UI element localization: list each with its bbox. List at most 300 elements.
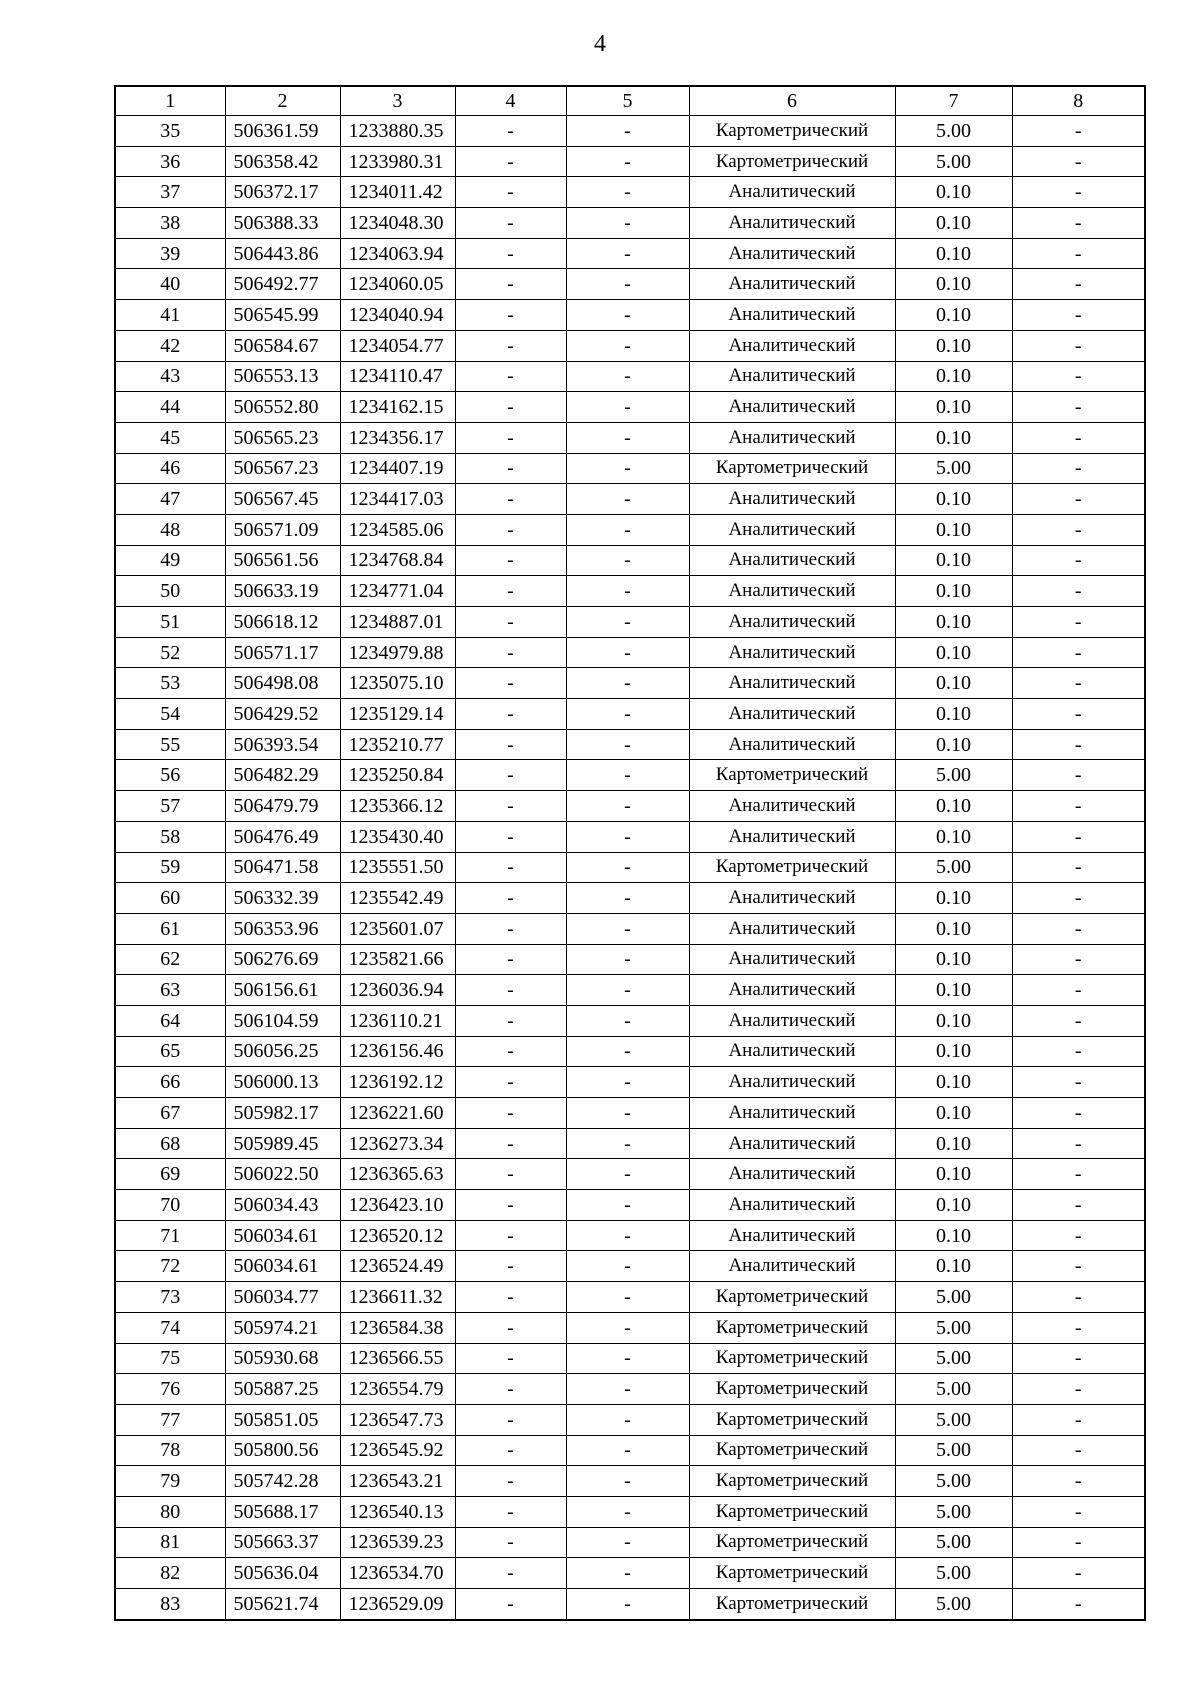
column-8-cell: -	[1012, 975, 1145, 1006]
y-coordinate-cell: 1236036.94	[340, 975, 455, 1006]
column-5-cell: -	[566, 607, 689, 638]
table-row	[115, 1128, 1145, 1159]
column-8-cell: -	[1012, 1589, 1145, 1620]
y-coordinate-cell: 1234048.30	[340, 208, 455, 239]
point-number-cell: 54	[115, 699, 225, 730]
x-coordinate-cell: 506022.50	[225, 1159, 340, 1190]
column-5-cell: -	[566, 668, 689, 699]
column-5-cell: -	[566, 944, 689, 975]
method-cell: Аналитический	[689, 1036, 895, 1067]
column-8-cell: -	[1012, 1128, 1145, 1159]
x-coordinate-cell: 506567.45	[225, 484, 340, 515]
table-row	[115, 1067, 1145, 1098]
y-coordinate-cell: 1233980.31	[340, 146, 455, 177]
column-4-cell: -	[455, 913, 566, 944]
y-coordinate-cell: 1235601.07	[340, 913, 455, 944]
method-cell: Аналитический	[689, 300, 895, 331]
column-4-cell: -	[455, 1343, 566, 1374]
method-cell: Картометрический	[689, 1435, 895, 1466]
column-5-cell: -	[566, 177, 689, 208]
table-row	[115, 1527, 1145, 1558]
accuracy-cell: 5.00	[895, 852, 1012, 883]
column-8-cell: -	[1012, 760, 1145, 791]
accuracy-cell: 0.10	[895, 637, 1012, 668]
x-coordinate-cell: 506482.29	[225, 760, 340, 791]
column-5-cell: -	[566, 1496, 689, 1527]
column-8-cell: -	[1012, 883, 1145, 914]
point-number-cell: 47	[115, 484, 225, 515]
method-cell: Аналитический	[689, 607, 895, 638]
column-8-cell: -	[1012, 699, 1145, 730]
table-body	[115, 116, 1145, 1620]
header-cell-5: 5	[566, 86, 689, 116]
y-coordinate-cell: 1236273.34	[340, 1128, 455, 1159]
column-4-cell: -	[455, 975, 566, 1006]
column-8-cell: -	[1012, 1404, 1145, 1435]
y-coordinate-cell: 1235129.14	[340, 699, 455, 730]
column-5-cell: -	[566, 1466, 689, 1497]
column-5-cell: -	[566, 545, 689, 576]
column-5-cell: -	[566, 1159, 689, 1190]
column-4-cell: -	[455, 1067, 566, 1098]
column-5-cell: -	[566, 146, 689, 177]
table-row	[115, 1343, 1145, 1374]
x-coordinate-cell: 506353.96	[225, 913, 340, 944]
column-4-cell: -	[455, 637, 566, 668]
column-5-cell: -	[566, 1343, 689, 1374]
table-header	[115, 86, 1145, 116]
column-5-cell: -	[566, 637, 689, 668]
column-4-cell: -	[455, 821, 566, 852]
column-8-cell: -	[1012, 729, 1145, 760]
accuracy-cell: 0.10	[895, 791, 1012, 822]
method-cell: Аналитический	[689, 1190, 895, 1221]
x-coordinate-cell: 506056.25	[225, 1036, 340, 1067]
column-8-cell: -	[1012, 208, 1145, 239]
table-row	[115, 1005, 1145, 1036]
column-4-cell: -	[455, 1220, 566, 1251]
table-row	[115, 545, 1145, 576]
column-8-cell: -	[1012, 1098, 1145, 1129]
table-row	[115, 760, 1145, 791]
point-number-cell: 61	[115, 913, 225, 944]
method-cell: Картометрический	[689, 453, 895, 484]
accuracy-cell: 5.00	[895, 116, 1012, 147]
y-coordinate-cell: 1234063.94	[340, 238, 455, 269]
column-5-cell: -	[566, 238, 689, 269]
method-cell: Аналитический	[689, 668, 895, 699]
accuracy-cell: 5.00	[895, 453, 1012, 484]
accuracy-cell: 5.00	[895, 1343, 1012, 1374]
accuracy-cell: 5.00	[895, 1496, 1012, 1527]
column-8-cell: -	[1012, 1067, 1145, 1098]
accuracy-cell: 0.10	[895, 514, 1012, 545]
method-cell: Картометрический	[689, 1496, 895, 1527]
column-5-cell: -	[566, 514, 689, 545]
accuracy-cell: 0.10	[895, 1128, 1012, 1159]
accuracy-cell: 0.10	[895, 913, 1012, 944]
x-coordinate-cell: 506358.42	[225, 146, 340, 177]
accuracy-cell: 0.10	[895, 576, 1012, 607]
accuracy-cell: 0.10	[895, 729, 1012, 760]
method-cell: Аналитический	[689, 699, 895, 730]
table-row	[115, 146, 1145, 177]
accuracy-cell: 0.10	[895, 484, 1012, 515]
y-coordinate-cell: 1235821.66	[340, 944, 455, 975]
x-coordinate-cell: 506104.59	[225, 1005, 340, 1036]
table-row	[115, 1190, 1145, 1221]
point-number-cell: 38	[115, 208, 225, 239]
x-coordinate-cell: 505982.17	[225, 1098, 340, 1129]
column-4-cell: -	[455, 1435, 566, 1466]
column-4-cell: -	[455, 1159, 566, 1190]
column-4-cell: -	[455, 514, 566, 545]
accuracy-cell: 5.00	[895, 1466, 1012, 1497]
y-coordinate-cell: 1236534.70	[340, 1558, 455, 1589]
table-row	[115, 1435, 1145, 1466]
y-coordinate-cell: 1235075.10	[340, 668, 455, 699]
column-8-cell: -	[1012, 576, 1145, 607]
accuracy-cell: 0.10	[895, 607, 1012, 638]
table-row	[115, 453, 1145, 484]
column-4-cell: -	[455, 1404, 566, 1435]
point-number-cell: 36	[115, 146, 225, 177]
method-cell: Картометрический	[689, 1558, 895, 1589]
table-row	[115, 791, 1145, 822]
y-coordinate-cell: 1236110.21	[340, 1005, 455, 1036]
point-number-cell: 51	[115, 607, 225, 638]
column-4-cell: -	[455, 729, 566, 760]
accuracy-cell: 5.00	[895, 1312, 1012, 1343]
column-8-cell: -	[1012, 484, 1145, 515]
method-cell: Аналитический	[689, 1220, 895, 1251]
column-8-cell: -	[1012, 177, 1145, 208]
table-row	[115, 1098, 1145, 1129]
method-cell: Аналитический	[689, 1251, 895, 1282]
x-coordinate-cell: 506000.13	[225, 1067, 340, 1098]
point-number-cell: 58	[115, 821, 225, 852]
accuracy-cell: 0.10	[895, 177, 1012, 208]
column-4-cell: -	[455, 760, 566, 791]
point-number-cell: 53	[115, 668, 225, 699]
point-number-cell: 82	[115, 1558, 225, 1589]
table-row	[115, 729, 1145, 760]
column-5-cell: -	[566, 1067, 689, 1098]
y-coordinate-cell: 1234356.17	[340, 422, 455, 453]
x-coordinate-cell: 506034.43	[225, 1190, 340, 1221]
column-8-cell: -	[1012, 238, 1145, 269]
accuracy-cell: 0.10	[895, 208, 1012, 239]
column-5-cell: -	[566, 361, 689, 392]
point-number-cell: 71	[115, 1220, 225, 1251]
column-4-cell: -	[455, 944, 566, 975]
point-number-cell: 77	[115, 1404, 225, 1435]
header-row	[115, 86, 1145, 116]
column-8-cell: -	[1012, 1159, 1145, 1190]
table-row	[115, 330, 1145, 361]
table-row	[115, 116, 1145, 147]
column-5-cell: -	[566, 883, 689, 914]
column-5-cell: -	[566, 1435, 689, 1466]
column-5-cell: -	[566, 1005, 689, 1036]
coordinates-table	[114, 85, 1146, 1621]
x-coordinate-cell: 506276.69	[225, 944, 340, 975]
method-cell: Картометрический	[689, 1527, 895, 1558]
column-4-cell: -	[455, 300, 566, 331]
column-8-cell: -	[1012, 1466, 1145, 1497]
accuracy-cell: 0.10	[895, 1005, 1012, 1036]
column-5-cell: -	[566, 760, 689, 791]
column-8-cell: -	[1012, 361, 1145, 392]
table-row	[115, 607, 1145, 638]
x-coordinate-cell: 506584.67	[225, 330, 340, 361]
point-number-cell: 78	[115, 1435, 225, 1466]
column-4-cell: -	[455, 1036, 566, 1067]
table-row	[115, 177, 1145, 208]
y-coordinate-cell: 1235542.49	[340, 883, 455, 914]
point-number-cell: 40	[115, 269, 225, 300]
table-row	[115, 208, 1145, 239]
table-row	[115, 269, 1145, 300]
y-coordinate-cell: 1235430.40	[340, 821, 455, 852]
method-cell: Аналитический	[689, 361, 895, 392]
accuracy-cell: 0.10	[895, 1067, 1012, 1098]
method-cell: Картометрический	[689, 1282, 895, 1313]
method-cell: Аналитический	[689, 729, 895, 760]
point-number-cell: 44	[115, 392, 225, 423]
table-row	[115, 1282, 1145, 1313]
point-number-cell: 70	[115, 1190, 225, 1221]
column-5-cell: -	[566, 791, 689, 822]
column-5-cell: -	[566, 116, 689, 147]
y-coordinate-cell: 1236554.79	[340, 1374, 455, 1405]
accuracy-cell: 0.10	[895, 1190, 1012, 1221]
column-4-cell: -	[455, 146, 566, 177]
accuracy-cell: 0.10	[895, 545, 1012, 576]
y-coordinate-cell: 1236545.92	[340, 1435, 455, 1466]
x-coordinate-cell: 506561.56	[225, 545, 340, 576]
column-5-cell: -	[566, 269, 689, 300]
column-5-cell: -	[566, 852, 689, 883]
column-4-cell: -	[455, 1282, 566, 1313]
method-cell: Аналитический	[689, 422, 895, 453]
y-coordinate-cell: 1236566.55	[340, 1343, 455, 1374]
point-number-cell: 75	[115, 1343, 225, 1374]
column-4-cell: -	[455, 238, 566, 269]
column-4-cell: -	[455, 1312, 566, 1343]
column-8-cell: -	[1012, 1374, 1145, 1405]
column-8-cell: -	[1012, 1251, 1145, 1282]
column-8-cell: -	[1012, 514, 1145, 545]
y-coordinate-cell: 1234407.19	[340, 453, 455, 484]
x-coordinate-cell: 506034.61	[225, 1251, 340, 1282]
column-4-cell: -	[455, 177, 566, 208]
column-5-cell: -	[566, 453, 689, 484]
y-coordinate-cell: 1235366.12	[340, 791, 455, 822]
y-coordinate-cell: 1234011.42	[340, 177, 455, 208]
column-5-cell: -	[566, 821, 689, 852]
point-number-cell: 49	[115, 545, 225, 576]
column-5-cell: -	[566, 1558, 689, 1589]
column-8-cell: -	[1012, 1527, 1145, 1558]
method-cell: Картометрический	[689, 1374, 895, 1405]
table-row	[115, 668, 1145, 699]
column-4-cell: -	[455, 883, 566, 914]
column-5-cell: -	[566, 208, 689, 239]
point-number-cell: 76	[115, 1374, 225, 1405]
y-coordinate-cell: 1234979.88	[340, 637, 455, 668]
accuracy-cell: 5.00	[895, 146, 1012, 177]
y-coordinate-cell: 1235210.77	[340, 729, 455, 760]
method-cell: Аналитический	[689, 913, 895, 944]
x-coordinate-cell: 506633.19	[225, 576, 340, 607]
y-coordinate-cell: 1236547.73	[340, 1404, 455, 1435]
column-4-cell: -	[455, 1374, 566, 1405]
y-coordinate-cell: 1236221.60	[340, 1098, 455, 1129]
x-coordinate-cell: 505688.17	[225, 1496, 340, 1527]
column-4-cell: -	[455, 699, 566, 730]
method-cell: Аналитический	[689, 484, 895, 515]
x-coordinate-cell: 506372.17	[225, 177, 340, 208]
accuracy-cell: 5.00	[895, 1527, 1012, 1558]
column-5-cell: -	[566, 729, 689, 760]
column-4-cell: -	[455, 852, 566, 883]
point-number-cell: 60	[115, 883, 225, 914]
y-coordinate-cell: 1234110.47	[340, 361, 455, 392]
point-number-cell: 43	[115, 361, 225, 392]
accuracy-cell: 0.10	[895, 699, 1012, 730]
y-coordinate-cell: 1234417.03	[340, 484, 455, 515]
method-cell: Картометрический	[689, 1343, 895, 1374]
column-8-cell: -	[1012, 146, 1145, 177]
table-row	[115, 1374, 1145, 1405]
point-number-cell: 57	[115, 791, 225, 822]
table-row	[115, 1220, 1145, 1251]
method-cell: Аналитический	[689, 238, 895, 269]
column-4-cell: -	[455, 1098, 566, 1129]
column-5-cell: -	[566, 1098, 689, 1129]
method-cell: Аналитический	[689, 269, 895, 300]
column-8-cell: -	[1012, 545, 1145, 576]
x-coordinate-cell: 505636.04	[225, 1558, 340, 1589]
table-row	[115, 238, 1145, 269]
column-5-cell: -	[566, 1404, 689, 1435]
point-number-cell: 64	[115, 1005, 225, 1036]
y-coordinate-cell: 1234162.15	[340, 392, 455, 423]
table-row	[115, 514, 1145, 545]
header-cell-3: 3	[340, 86, 455, 116]
accuracy-cell: 0.10	[895, 422, 1012, 453]
point-number-cell: 72	[115, 1251, 225, 1282]
y-coordinate-cell: 1234771.04	[340, 576, 455, 607]
table-row	[115, 1251, 1145, 1282]
accuracy-cell: 0.10	[895, 269, 1012, 300]
method-cell: Аналитический	[689, 821, 895, 852]
column-8-cell: -	[1012, 1036, 1145, 1067]
column-4-cell: -	[455, 545, 566, 576]
method-cell: Аналитический	[689, 944, 895, 975]
column-5-cell: -	[566, 1036, 689, 1067]
accuracy-cell: 0.10	[895, 330, 1012, 361]
point-number-cell: 73	[115, 1282, 225, 1313]
column-5-cell: -	[566, 699, 689, 730]
header-cell-1: 1	[115, 86, 225, 116]
x-coordinate-cell: 505930.68	[225, 1343, 340, 1374]
y-coordinate-cell: 1236423.10	[340, 1190, 455, 1221]
column-4-cell: -	[455, 392, 566, 423]
x-coordinate-cell: 506034.61	[225, 1220, 340, 1251]
x-coordinate-cell: 505742.28	[225, 1466, 340, 1497]
x-coordinate-cell: 506492.77	[225, 269, 340, 300]
method-cell: Аналитический	[689, 637, 895, 668]
method-cell: Аналитический	[689, 514, 895, 545]
accuracy-cell: 0.10	[895, 1220, 1012, 1251]
point-number-cell: 48	[115, 514, 225, 545]
accuracy-cell: 0.10	[895, 883, 1012, 914]
column-8-cell: -	[1012, 1558, 1145, 1589]
column-5-cell: -	[566, 1220, 689, 1251]
column-8-cell: -	[1012, 330, 1145, 361]
point-number-cell: 63	[115, 975, 225, 1006]
x-coordinate-cell: 506429.52	[225, 699, 340, 730]
column-4-cell: -	[455, 116, 566, 147]
column-5-cell: -	[566, 484, 689, 515]
method-cell: Картометрический	[689, 146, 895, 177]
method-cell: Аналитический	[689, 208, 895, 239]
column-8-cell: -	[1012, 1220, 1145, 1251]
accuracy-cell: 0.10	[895, 300, 1012, 331]
column-5-cell: -	[566, 1251, 689, 1282]
header-cell-4: 4	[455, 86, 566, 116]
y-coordinate-cell: 1234054.77	[340, 330, 455, 361]
column-4-cell: -	[455, 330, 566, 361]
column-8-cell: -	[1012, 422, 1145, 453]
y-coordinate-cell: 1234040.94	[340, 300, 455, 331]
method-cell: Аналитический	[689, 791, 895, 822]
table-row	[115, 576, 1145, 607]
point-number-cell: 69	[115, 1159, 225, 1190]
column-8-cell: -	[1012, 269, 1145, 300]
accuracy-cell: 5.00	[895, 760, 1012, 791]
y-coordinate-cell: 1236611.32	[340, 1282, 455, 1313]
point-number-cell: 59	[115, 852, 225, 883]
method-cell: Аналитический	[689, 177, 895, 208]
y-coordinate-cell: 1236520.12	[340, 1220, 455, 1251]
column-5-cell: -	[566, 1527, 689, 1558]
column-8-cell: -	[1012, 300, 1145, 331]
accuracy-cell: 5.00	[895, 1374, 1012, 1405]
x-coordinate-cell: 506567.23	[225, 453, 340, 484]
column-4-cell: -	[455, 668, 566, 699]
point-number-cell: 45	[115, 422, 225, 453]
table-row	[115, 1558, 1145, 1589]
accuracy-cell: 5.00	[895, 1404, 1012, 1435]
page-number: 4	[594, 31, 606, 57]
point-number-cell: 50	[115, 576, 225, 607]
point-number-cell: 66	[115, 1067, 225, 1098]
table-row	[115, 852, 1145, 883]
column-8-cell: -	[1012, 116, 1145, 147]
table-row	[115, 637, 1145, 668]
column-4-cell: -	[455, 1558, 566, 1589]
x-coordinate-cell: 506476.49	[225, 821, 340, 852]
header-cell-7: 7	[895, 86, 1012, 116]
column-4-cell: -	[455, 1005, 566, 1036]
column-4-cell: -	[455, 1527, 566, 1558]
table-row	[115, 975, 1145, 1006]
method-cell: Аналитический	[689, 392, 895, 423]
table-row	[115, 1589, 1145, 1620]
